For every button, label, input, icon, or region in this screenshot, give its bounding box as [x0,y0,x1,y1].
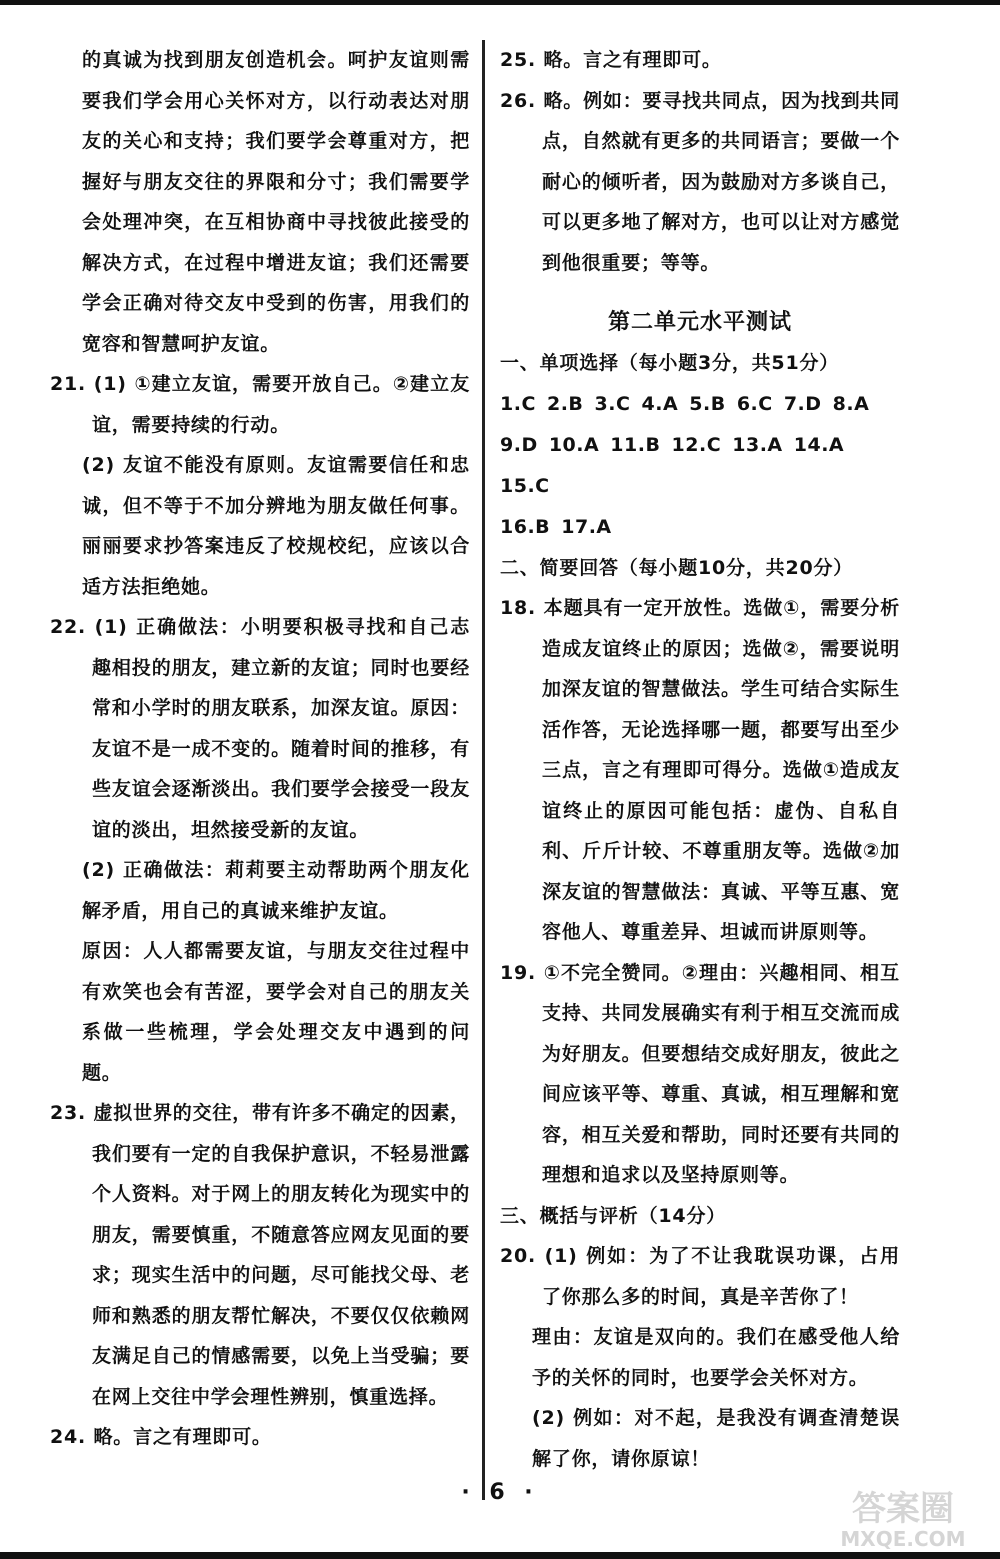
mcq-answers-line-2: 9.D 10.A 11.B 12.C 13.A 14.A 15.C [500,433,845,497]
top-border [0,0,1000,5]
answer-20-reason: 理由：友谊是双向的。我们在感受他人给予的关怀的同时，也要学会关怀对方。 [532,1326,900,1389]
page-number: · 6 · [461,1480,539,1505]
left-column [50,40,470,1458]
answer-18: 18. 本题具有一定开放性。选做①，需要分析造成友谊终止的原因；选做②，需要说明加深友谊的智慧做法。学生可结合实际生活作答，无论选择哪一题，都要写出至少三点，言之有理即可得分。选做①造成友谊终止的原因可能包括：虚伪、自私自利、斤斤计较、不尊重朋友等。选做②加深友谊的智慧做法：真诚、平等互惠、宽容他人、尊重差异、坦诚而讲原则等。 [500,597,900,943]
answer-25: 25. 略。言之有理即可。 [500,49,722,71]
answer-19: 19. ①不完全赞同。②理由：兴趣相同、相互支持、共同发展确实有利于相互交流而成为好朋友。但要想结交成好朋友，彼此之间应该平等、尊重、真诚，相互理解和宽容，相互关爱和帮助，同时还要有共同的理想和追求以及坚持原则等。 [500,961,900,1186]
section-title: 第二单元水平测试 [607,310,792,335]
answer-21-part1: 21. (1) ①建立友谊，需要开放自己。②建立友谊，需要持续的行动。 [50,373,470,436]
mcq-answers-line-3: 16.B 17.A [500,515,612,538]
watermark-line2: MXQE.COM [840,1527,966,1551]
answer-26: 26. 略。例如：要寻找共同点，因为找到共同点，自然就有更多的共同语言；要做一个耐心的倾听者，因为鼓励对方多谈自己，可以更多地了解对方，也可以让对方感觉到他很重要；等等。 [500,89,900,274]
bottom-border [0,1552,1000,1559]
part2-heading: 二、简要回答（每小题10分，共20分） [500,556,854,579]
column-divider [482,40,485,1500]
part1-heading: 一、单项选择（每小题3分，共51分） [500,352,840,374]
answer-20-continued: 的真诚为找到朋友创造机会。呵护友谊则需要我们学会用心关怀对方，以行动表达对朋友的关心和支持；我们要学会尊重对方，把握好与朋友交往的界限和分寸；我们需要学会处理冲突，在互相协商中寻找彼此接受的解决方式，在过程中增进友谊；我们还需要学会正确对待交友中受到的伤害，用我们的宽容和智慧呵护友谊。 [82,49,470,355]
answer-22-reason: 原因：人人都需要友谊，与朋友交往过程中有欢笑也会有苦涩，要学会对自己的朋友关系做一些梳理，学会处理交友中遇到的问题。 [82,940,470,1084]
answer-20-part1: 20. (1) 例如：为了不让我耽误功课，占用了你那么多的时间，真是辛苦你了！ [500,1245,900,1308]
watermark-line1: 答案圈 [852,1489,954,1529]
part3-heading: 三、概括与评析（14分） [500,1204,727,1227]
mcq-answers-line-1: 1.C 2.B 3.C 4.A 5.B 6.C 7.D 8.A [500,392,870,415]
answer-20-part2: (2) 例如：对不起，是我没有调查清楚误解了你，请你原谅！ [532,1407,900,1470]
answer-22-part1: 22. (1) 正确做法：小明要积极寻找和自己志趣相投的朋友，建立新的友谊；同时也要经常和小学时的朋友联系，加深友谊。原因：友谊不是一成不变的。随着时间的推移，有些友谊会逐渐淡出。我们要学会接受一段友谊的淡出，坦然接受新的友谊。 [50,616,470,841]
answer-21-part2: (2) 友谊不能没有原则。友谊需要信任和忠诚，但不等于不加分辨地为朋友做任何事。丽丽要求抄答案违反了校规校纪，应该以合适方法拒绝她。 [82,454,470,598]
right-column [500,40,900,1479]
watermark-logo [808,1482,998,1552]
answer-22-part2: (2) 正确做法：莉莉要主动帮助两个朋友化解矛盾，用自己的真诚来维护友谊。 [82,859,470,922]
answer-24: 24. 略。言之有理即可。 [50,1426,272,1448]
answer-23: 23. 虚拟世界的交往，带有许多不确定的因素，我们要有一定的自我保护意识，不轻易泄露个人资料。对于网上的朋友转化为现实中的朋友，需要慎重，不随意答应网友见面的要求；现实生活中的问题，尽可能找父母、老师和熟悉的朋友帮忙解决，不要仅仅依赖网友满足自己的情感需要，以免上当受骗；要在网上交往中学会理性辨别，慎重选择。 [50,1102,470,1408]
